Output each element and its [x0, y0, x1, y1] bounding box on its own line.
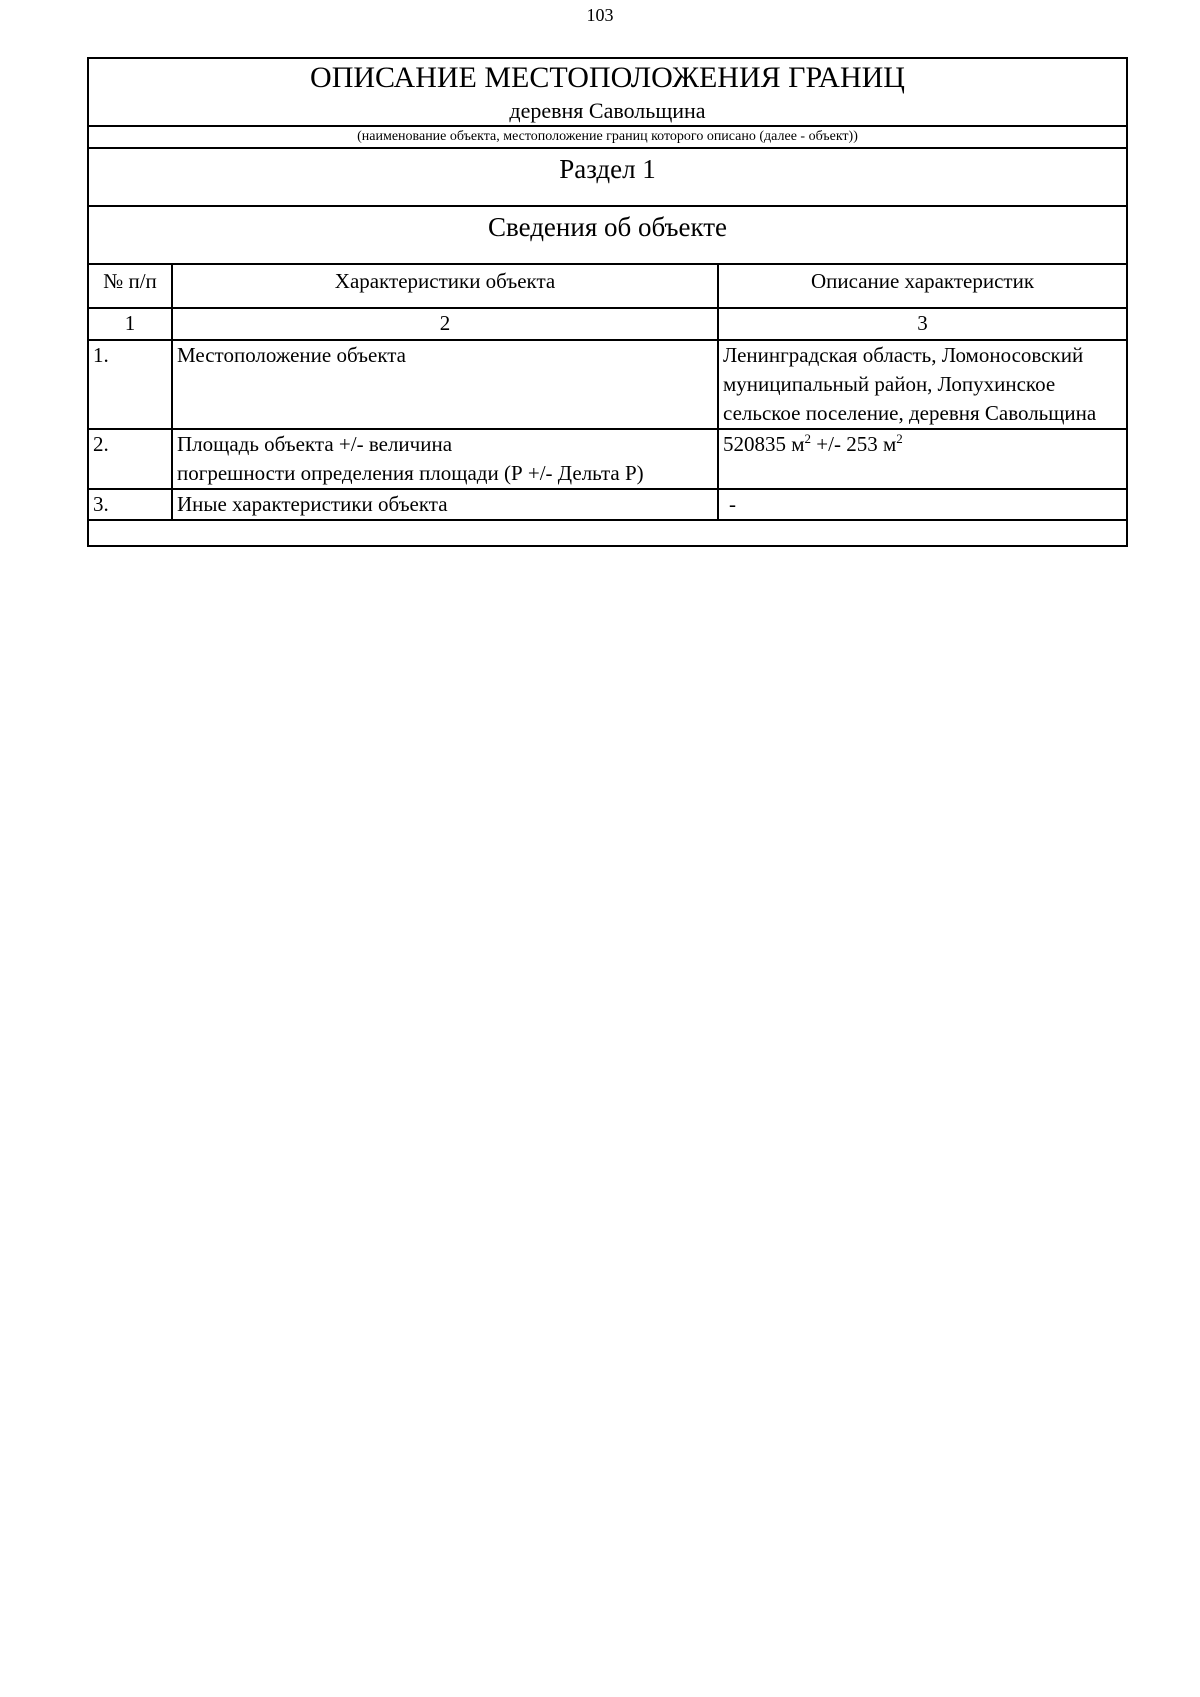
object-caption: (наименование объекта, местоположение границ которого описано (далее - объект)) — [88, 126, 1127, 148]
row-number: 3. — [88, 489, 172, 520]
empty-row — [88, 520, 1127, 546]
object-name: деревня Савольщина — [88, 97, 1127, 126]
row-description: - — [718, 489, 1127, 520]
page-number: 103 — [586, 5, 614, 25]
document-title: ОПИСАНИЕ МЕСТОПОЛОЖЕНИЯ ГРАНИЦ — [88, 58, 1127, 97]
row-characteristic: Иные характеристики объекта — [172, 489, 718, 520]
table-header-row — [88, 264, 1127, 308]
area-tolerance: +/- 253 м — [811, 432, 897, 456]
row-number: 1. — [88, 340, 172, 429]
row-characteristic — [172, 429, 718, 489]
row-characteristic: Местоположение объекта — [172, 340, 718, 429]
empty-cell — [88, 520, 1127, 546]
section-title: Сведения об объекте — [88, 206, 1127, 264]
column-number-1: 1 — [88, 308, 172, 340]
column-number-2: 2 — [172, 308, 718, 340]
tolerance-unit-superscript: 2 — [896, 431, 903, 446]
table-row — [88, 489, 1127, 520]
row-number: 2. — [88, 429, 172, 489]
area-unit-superscript: 2 — [804, 431, 812, 446]
table-row — [88, 429, 1127, 489]
area-value: 520835 м — [723, 432, 805, 456]
row-description: Ленинградская область, Ломоносовский муниципальный район, Лопухинское сельское поселение, деревня Савольщина — [718, 340, 1127, 429]
header-number: № п/п — [88, 264, 172, 308]
characteristic-line-2: погрешности определения площади (Р +/- Дельта Р) — [177, 461, 644, 485]
characteristic-line-1: Площадь объекта +/- величина — [177, 432, 453, 456]
boundary-description-table — [87, 57, 1128, 547]
section-label: Раздел 1 — [88, 148, 1127, 206]
row-description — [718, 429, 1127, 489]
header-characteristic: Характеристики объекта — [172, 264, 718, 308]
table-row — [88, 340, 1127, 429]
column-number-3: 3 — [718, 308, 1127, 340]
column-number-row — [88, 308, 1127, 340]
header-description: Описание характеристик — [718, 264, 1127, 308]
